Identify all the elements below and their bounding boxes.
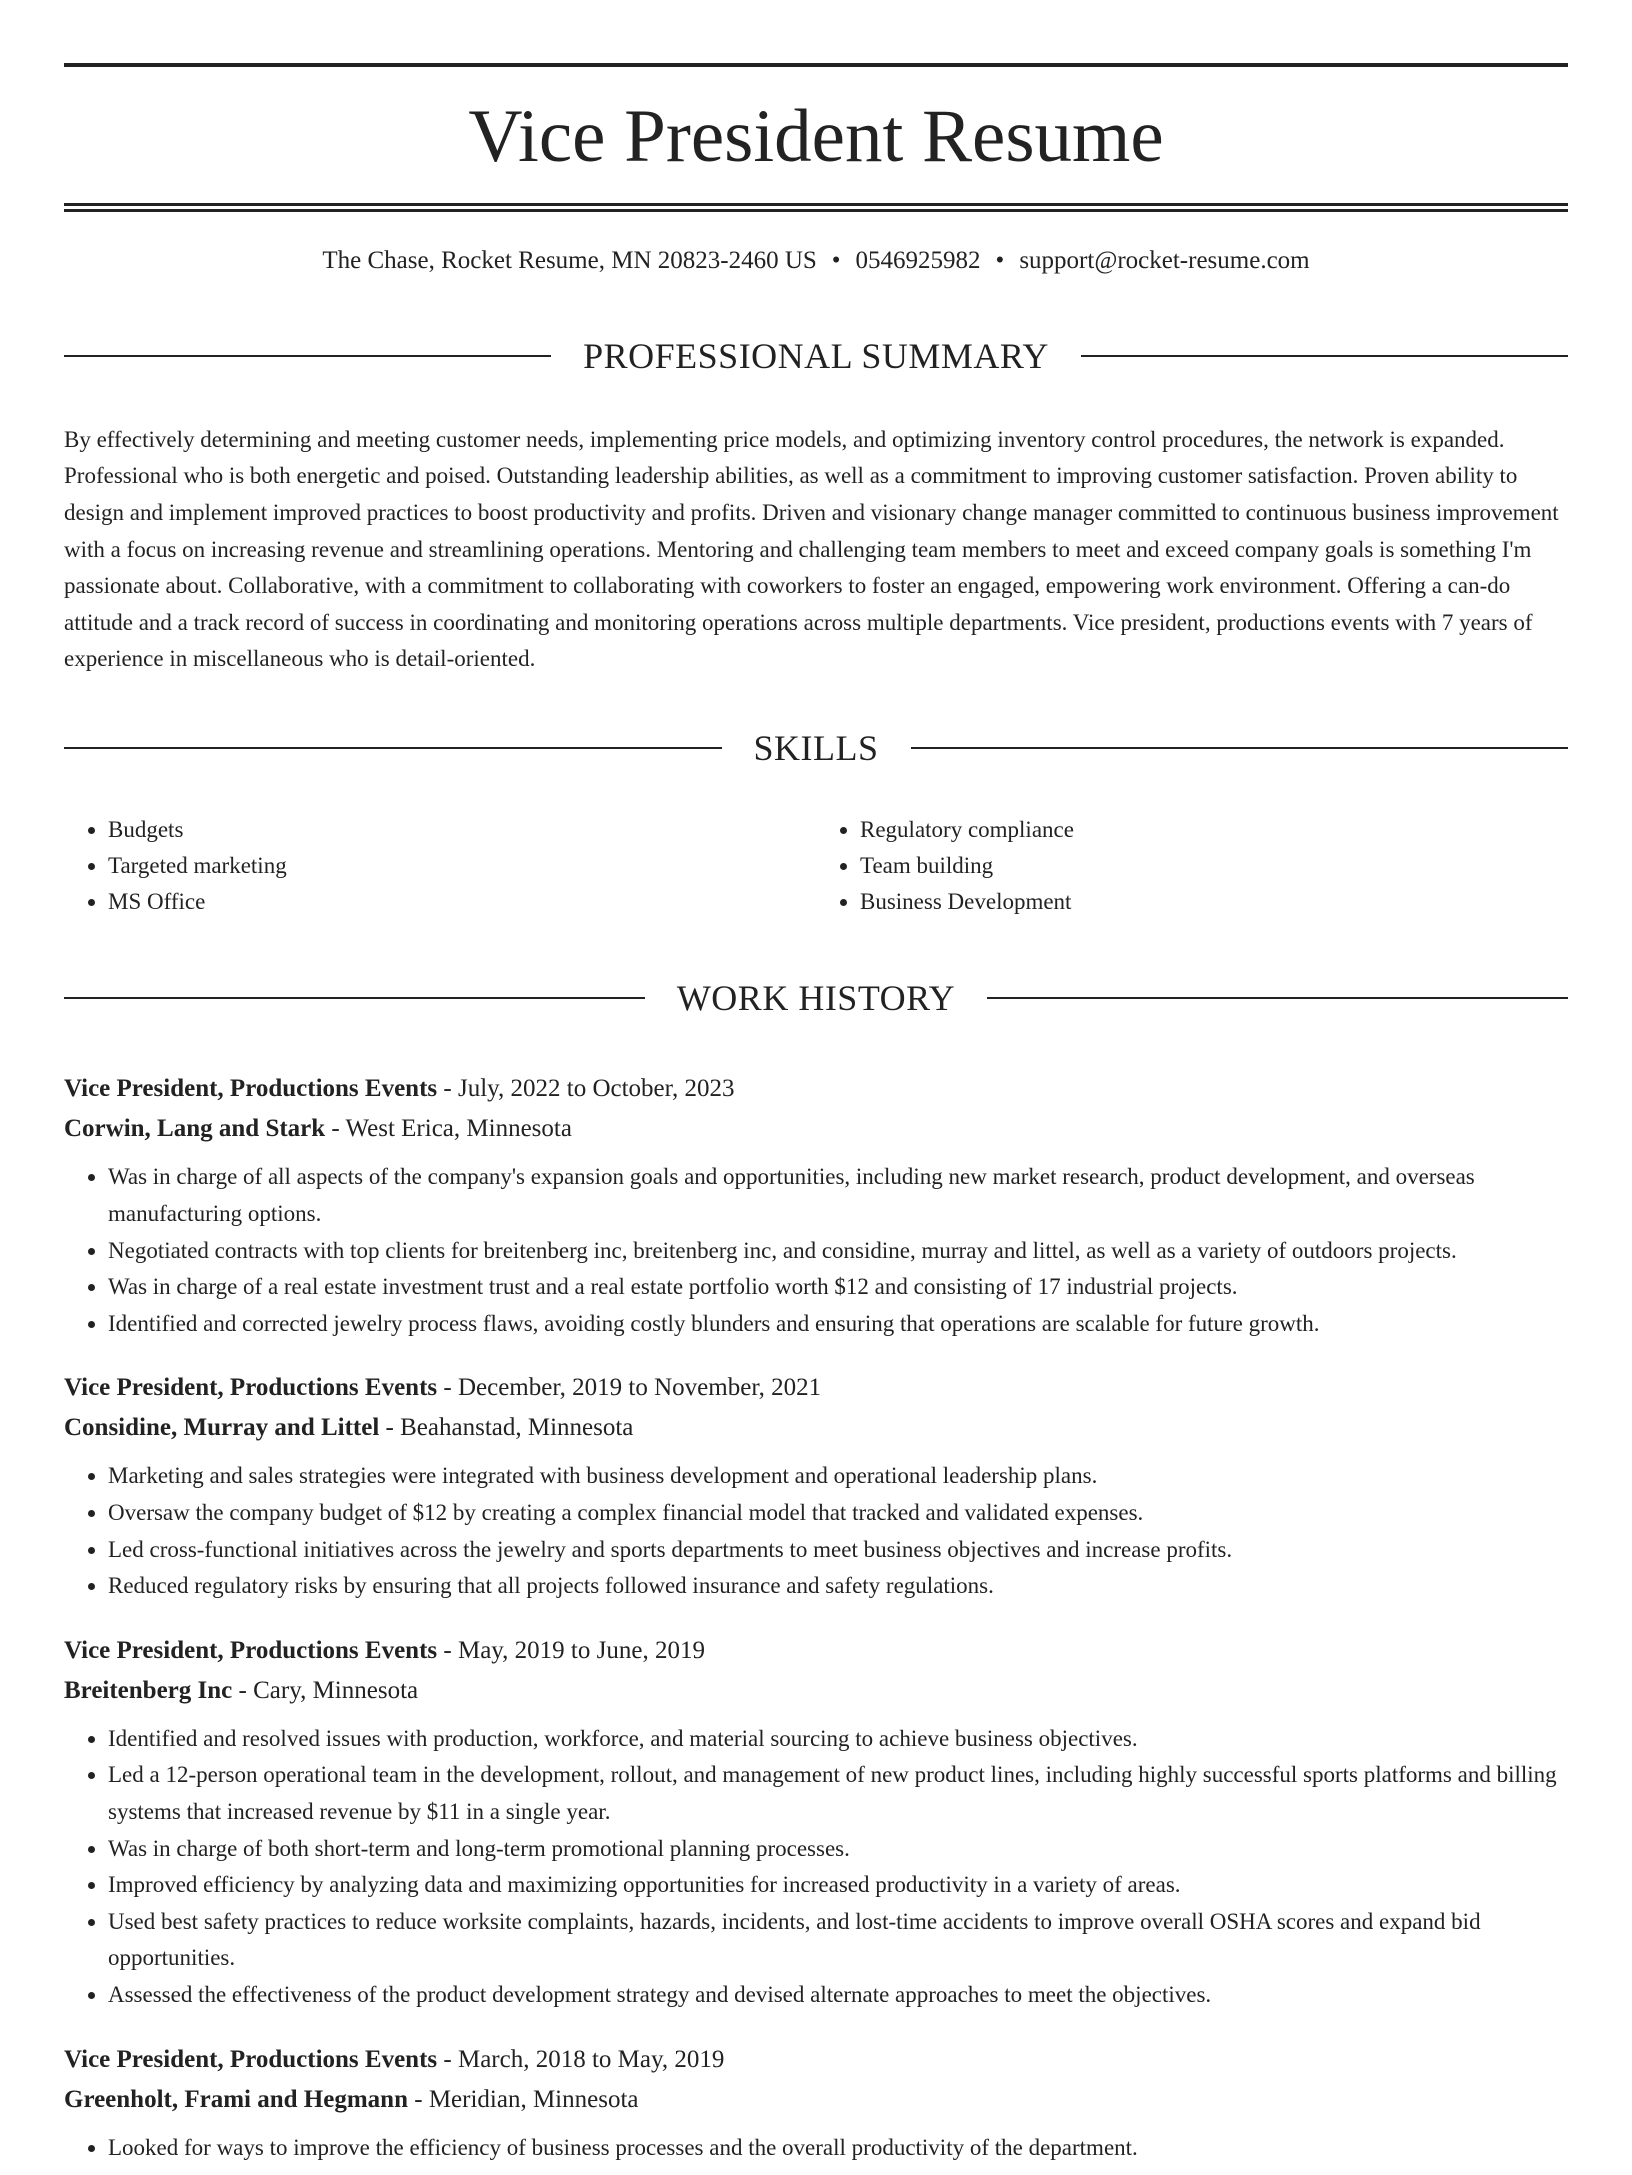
job-company-line: Breitenberg Inc - Cary, Minnesota [64, 1676, 419, 1704]
resume-page [0, 63, 1632, 2175]
summary-section-header [64, 304, 1568, 408]
job-company: Considine, Murray and Littel [64, 1414, 380, 1442]
job-company-line: Considine, Murray and Littel - Beahanstad, Minnesota [64, 1414, 634, 1442]
contact-email[interactable]: support@rocket-resume.com [1019, 247, 1310, 274]
skills-column-left [64, 812, 816, 920]
skills-heading: SKILLS [753, 727, 879, 768]
duty-item: • Was in charge of all aspects of the company's expansion goals and opportunities, including new market research, product development, and overseas manufacturing options. [108, 1159, 1568, 1232]
duty-item: • Was in charge of a real estate investment trust and a real estate portfolio worth $12 and consisting of 17 industrial projects. [108, 1269, 1568, 1306]
duty-item: • Negotiated contracts with top clients for breitenberg inc, breitenberg inc, and considine, murray and littel, as well as a variety of outdoors projects. [108, 1233, 1568, 1270]
job-location: West Erica, Minnesota [345, 1115, 572, 1143]
skills-column-right [816, 812, 1568, 920]
skills-section-header [64, 696, 1568, 800]
job-location: Meridian, Minnesota [428, 2085, 639, 2113]
job-dates: March, 2018 to May, 2019 [457, 2045, 725, 2073]
section-divider-right [911, 747, 1569, 749]
duty-item: • Assessed the effectiveness of the product development strategy and devised alternate approaches to meet the objectives. [108, 1977, 1568, 2014]
section-divider-left [64, 355, 551, 357]
section-divider-left [64, 747, 722, 749]
job-duties [64, 1159, 1568, 1342]
contact-line [64, 244, 1568, 278]
job-title-line: Vice President, Productions Events - December, 2019 to November, 2021 [64, 1374, 822, 1402]
job-company: Corwin, Lang and Stark [64, 1115, 326, 1143]
job-dates: May, 2019 to June, 2019 [457, 1636, 705, 1664]
work-heading: WORK HISTORY [676, 977, 956, 1018]
page-title: Vice President Resume [468, 95, 1164, 178]
title-double-divider [64, 203, 1568, 212]
job-duties [64, 1458, 1568, 1604]
job-entry [64, 2040, 1568, 2167]
contact-phone[interactable]: 0546925982 [855, 247, 981, 274]
job-title-line: Vice President, Productions Events - May, 2019 to June, 2019 [64, 1636, 705, 1664]
duty-item: • Looked for ways to improve the efficiency of business processes and the overall productivity of the department. [108, 2130, 1568, 2167]
job-title: Vice President, Productions Events [64, 2045, 438, 2073]
work-section-header [64, 946, 1568, 1050]
duty-item: • Reduced regulatory risks by ensuring that all projects followed insurance and safety regulations. [108, 1568, 1568, 1605]
contact-separator: • [995, 247, 1005, 274]
job-title: Vice President, Productions Events [64, 1374, 438, 1402]
skill-item: • Business Development [860, 884, 1568, 920]
skills-list [64, 812, 1568, 920]
job-company: Greenholt, Frami and Hegmann [64, 2085, 408, 2113]
skill-item: • Team building [860, 848, 1568, 884]
job-dates: July, 2022 to October, 2023 [457, 1075, 735, 1103]
duty-item: • Used best safety practices to reduce worksite complaints, hazards, incidents, and lost-time accidents to improve overall OSHA scores and expand bid opportunities. [108, 1904, 1568, 1977]
job-entry [64, 1631, 1568, 2014]
job-title: Vice President, Productions Events [64, 1075, 438, 1103]
job-dates: December, 2019 to November, 2021 [457, 1374, 822, 1402]
duty-item: • Led cross-functional initiatives across the jewelry and sports departments to meet business objectives and increase profits. [108, 1532, 1568, 1569]
contact-separator: • [831, 247, 841, 274]
job-title-line: Vice President, Productions Events - March, 2018 to May, 2019 [64, 2045, 725, 2073]
duty-item: • Improved efficiency by analyzing data and maximizing opportunities for increased productivity in a variety of areas. [108, 1867, 1568, 1904]
job-company-line: Greenholt, Frami and Hegmann - Meridian, Minnesota [64, 2085, 639, 2113]
summary-text: By effectively determining and meeting customer needs, implementing price models, and optimizing inventory control procedures, the network is expanded. Professional who is both energetic and poised. Outstanding leadership abilities, as well as a commitment to improving customer satisfaction. Proven ability to design and implement improved practices to boost productivity and profits. Driven and visionary change manager committed to continuous business improvement with a focus on increasing revenue and streamlining operations. Mentoring and challenging team members to meet and exceed company goals is something I'm passionate about. Collaborative, with a commitment to collaborating with coworkers to foster an engaged, empowering work environment. Offering a can-do attitude and a track record of success in coordinating and monitoring operations across multiple departments. Vice president, productions events with 7 years of experience in miscellaneous who is detail-oriented. [64, 426, 1559, 672]
job-duties [64, 2130, 1568, 2167]
job-location: Beahanstad, Minnesota [400, 1414, 634, 1442]
job-entry [64, 1069, 1568, 1342]
job-title: Vice President, Productions Events [64, 1636, 438, 1664]
skill-item: • Regulatory compliance [860, 812, 1568, 848]
duty-item: • Oversaw the company budget of $12 by creating a complex financial model that tracked and validated expenses. [108, 1495, 1568, 1532]
skill-item: • Budgets [108, 812, 816, 848]
job-company: Breitenberg Inc [64, 1676, 233, 1704]
summary-heading: PROFESSIONAL SUMMARY [583, 335, 1049, 376]
duty-item: • Identified and resolved issues with production, workforce, and material sourcing to achieve business objectives. [108, 1721, 1568, 1758]
duty-item: • Marketing and sales strategies were integrated with business development and operational leadership plans. [108, 1458, 1568, 1495]
job-company-line: Corwin, Lang and Stark - West Erica, Minnesota [64, 1115, 572, 1143]
job-entry [64, 1368, 1568, 1604]
skill-item: • Targeted marketing [108, 848, 816, 884]
duty-item: • Identified and corrected jewelry process flaws, avoiding costly blunders and ensuring that operations are scalable for future growth. [108, 1306, 1568, 1343]
contact-address: The Chase, Rocket Resume, MN 20823-2460 US [322, 247, 817, 274]
job-duties [64, 1721, 1568, 2014]
job-location: Cary, Minnesota [253, 1676, 419, 1704]
duty-item: • Led a 12-person operational team in the development, rollout, and management of new product lines, including highly successful sports platforms and billing systems that increased revenue by $11 in a single year. [108, 1757, 1568, 1830]
section-divider-right [1081, 355, 1568, 357]
skill-item: • MS Office [108, 884, 816, 920]
duty-item: • Was in charge of both short-term and long-term promotional planning processes. [108, 1831, 1568, 1868]
section-divider-right [987, 997, 1568, 999]
job-title-line: Vice President, Productions Events - July, 2022 to October, 2023 [64, 1075, 735, 1103]
section-divider-left [64, 997, 645, 999]
